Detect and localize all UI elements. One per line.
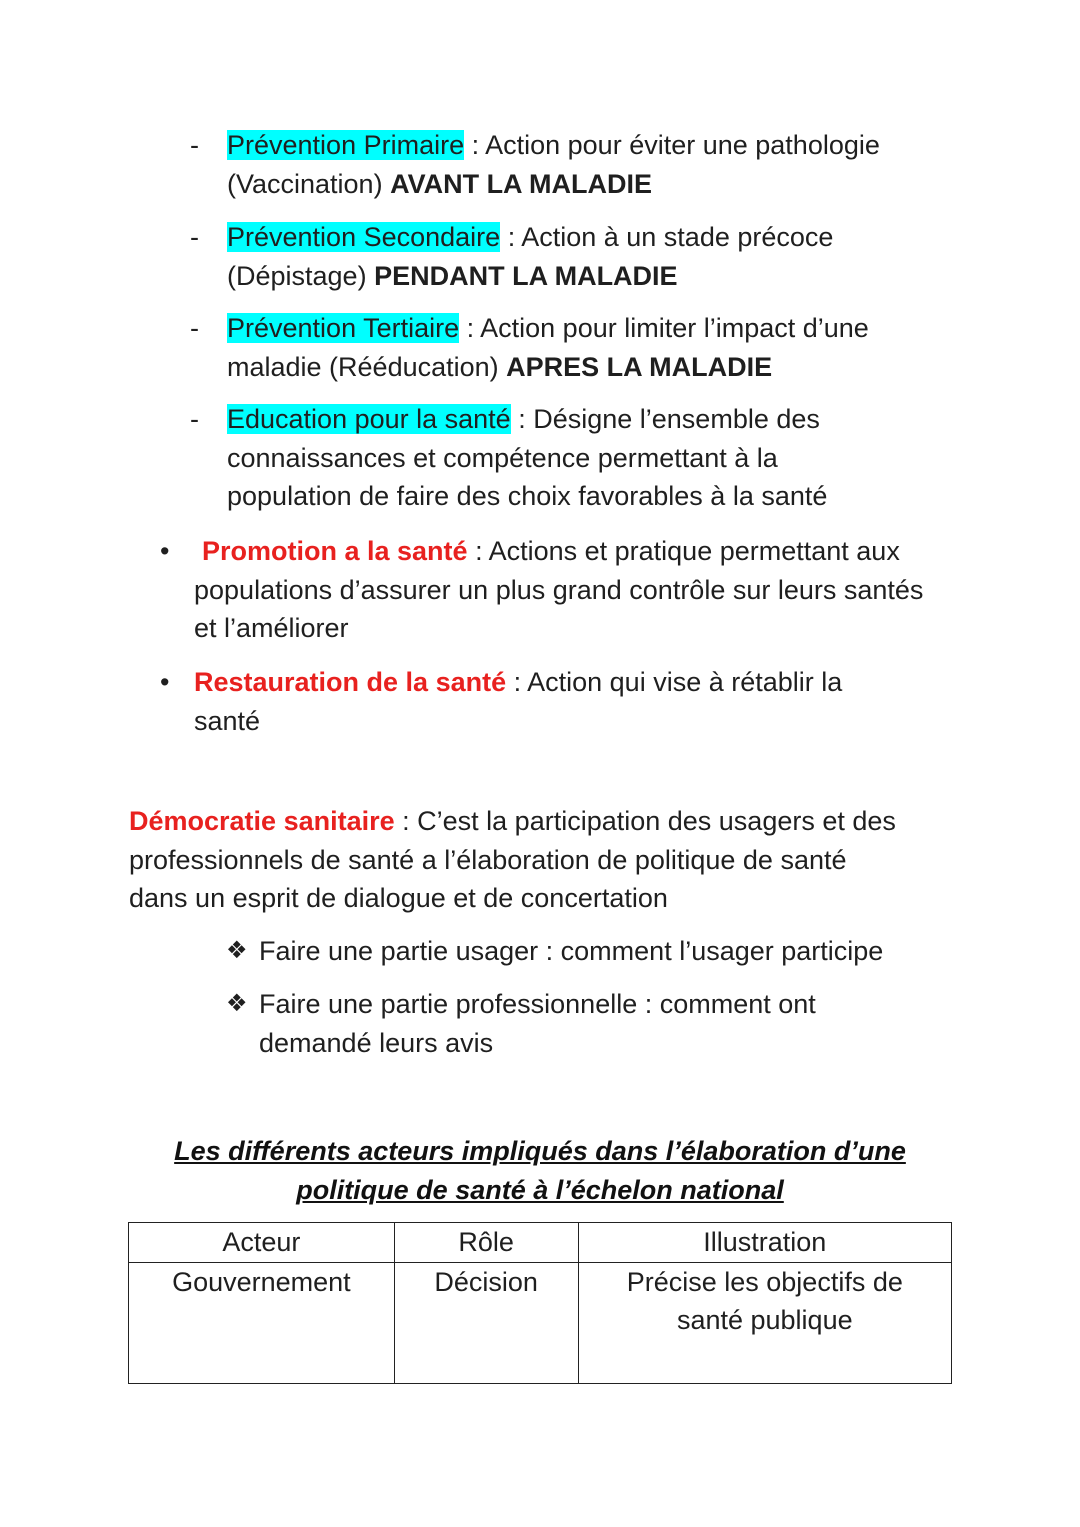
cell-role: Décision <box>394 1262 578 1383</box>
desc-education-sante: Désigne l’ensemble des connaissances et compétence permettant à la population de faire des choix favorables à la santé <box>227 404 828 511</box>
prevention-tertiaire-item <box>190 309 950 386</box>
separator: : <box>459 313 481 343</box>
democratie-sanitaire-paragraph <box>129 802 909 918</box>
desc-prevention-tertiaire: Action pour limiter l’impact d’une maladie (Rééducation) <box>227 313 869 382</box>
desc-restauration-sante: Action qui vise à rétablir la santé <box>194 667 843 736</box>
separator: : <box>464 130 486 160</box>
bullet-marker: • <box>160 667 170 697</box>
separator: : <box>510 404 534 434</box>
prevention-secondaire-item <box>190 218 950 295</box>
emph-prevention-tertiaire: APRES LA MALADIE <box>506 351 773 382</box>
separator: : <box>500 222 522 252</box>
section-title-line-2: politique de santé à l’échelon national <box>296 1174 784 1205</box>
term-democratie-sanitaire: Démocratie sanitaire <box>129 806 395 836</box>
cell-acteur: Gouvernement <box>129 1262 395 1383</box>
term-promotion-sante: Promotion a la santé <box>202 536 468 566</box>
diamond-bullet-icon: ❖ <box>226 990 248 1017</box>
desc-democratie-sanitaire: C’est la participation des usagers et des professionnels de santé a l’élaboration de politique de santé dans un esprit de dialogue et de concertation <box>129 806 896 913</box>
term-education-sante: Education pour la santé <box>227 404 511 434</box>
separator: : <box>467 536 489 566</box>
desc-prevention-secondaire: Action à un stade précoce (Dépistage) <box>227 222 834 291</box>
prevention-primaire-item <box>190 126 950 203</box>
bullet-marker: • <box>160 536 170 566</box>
table-header-row <box>129 1223 952 1263</box>
section-title <box>130 1132 950 1209</box>
table-row <box>129 1262 952 1383</box>
promotion-sante-item <box>160 532 950 648</box>
header-acteur: Acteur <box>129 1223 395 1263</box>
separator: : <box>394 806 418 836</box>
dash-marker: - <box>190 313 199 343</box>
header-illustration: Illustration <box>578 1223 951 1263</box>
diamond-item-usager <box>226 932 956 971</box>
actors-table <box>128 1222 952 1384</box>
diamond-text-usager: Faire une partie usager : comment l’usager participe <box>259 936 884 966</box>
desc-prevention-primaire: Action pour éviter une pathologie (Vaccination) <box>227 130 880 199</box>
header-role: Rôle <box>394 1223 578 1263</box>
separator: : <box>506 667 528 697</box>
term-restauration-sante: Restauration de la santé <box>194 667 507 697</box>
restauration-sante-item <box>160 663 900 740</box>
dash-marker: - <box>190 404 199 434</box>
education-sante-item <box>190 400 890 516</box>
term-prevention-tertiaire: Prévention Tertiaire <box>227 313 460 343</box>
cell-illustration: Précise les objectifs de santé publique <box>578 1262 951 1383</box>
desc-promotion-sante: Actions et pratique permettant aux populations d’assurer un plus grand contrôle sur leurs santés et l’améliorer <box>194 536 924 643</box>
diamond-text-professionnelle: Faire une partie professionnelle : comment ont demandé leurs avis <box>259 989 816 1058</box>
term-prevention-primaire: Prévention Primaire <box>227 130 465 160</box>
emph-prevention-primaire: AVANT LA MALADIE <box>390 168 653 199</box>
section-title-line-1: Les différents acteurs impliqués dans l’élaboration d’une <box>174 1136 906 1166</box>
diamond-bullet-icon: ❖ <box>226 937 248 964</box>
dash-marker: - <box>190 130 199 160</box>
dash-marker: - <box>190 222 199 252</box>
emph-prevention-secondaire: PENDANT LA MALADIE <box>374 260 678 291</box>
term-prevention-secondaire: Prévention Secondaire <box>227 222 501 252</box>
diamond-item-professionnelle <box>226 985 866 1062</box>
